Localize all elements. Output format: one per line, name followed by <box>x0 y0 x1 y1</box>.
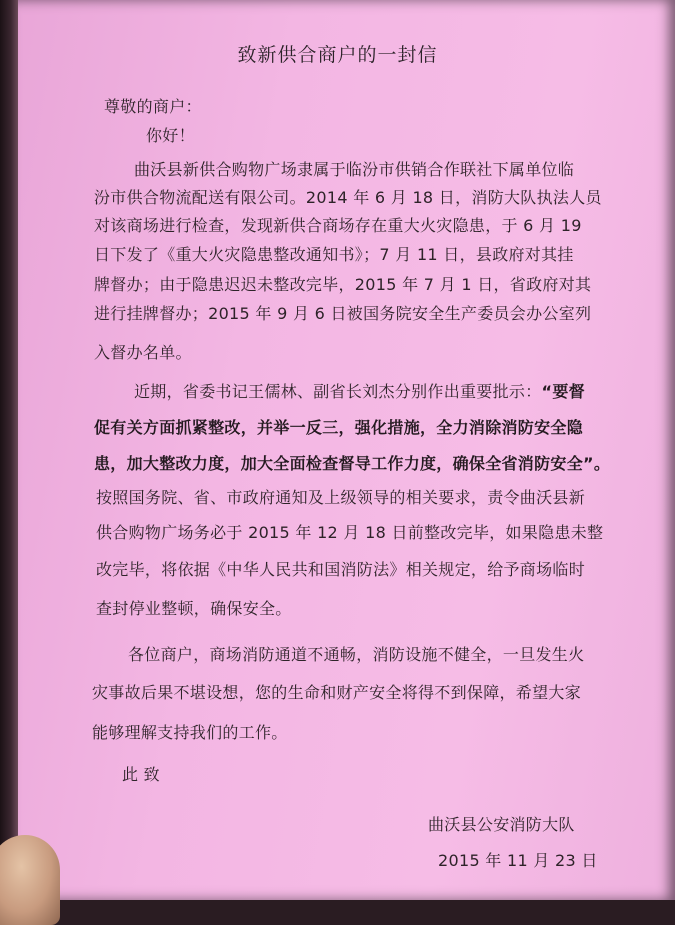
thumb-image <box>0 835 60 925</box>
paragraph1-line: 汾市供合物流配送有限公司。2014 年 6 月 18 日，消防大队执法人员 <box>94 188 602 207</box>
paragraph2-line: 供合购物广场务必于 2015 年 12 月 18 日前整改完毕，如果隐患未整 <box>96 523 604 542</box>
paragraph2-line: 按照国务院、省、市政府通知及上级领导的相关要求，责令曲沃县新 <box>96 488 586 507</box>
paragraph1-line: 曲沃县新供合购物广场隶属于临汾市供销合作联社下属单位临 <box>134 160 575 179</box>
paragraph1-line: 日下发了《重大火灾隐患整改通知书》；7 月 11 日，县政府对其挂 <box>94 245 574 264</box>
salutation: 尊敬的商户： <box>104 97 202 116</box>
table-edge <box>0 0 18 900</box>
paragraph1-line: 入督办名单。 <box>94 343 192 362</box>
paragraph2-line: 查封停业整顿，确保安全。 <box>96 599 292 618</box>
paragraph2-bold-line: 促有关方面抓紧整改，并举一反三，强化措施，全力消除消防安全隐 <box>94 418 584 437</box>
closing: 此 致 <box>122 765 160 784</box>
paragraph1-line: 对该商场进行检查，发现新供合商场存在重大火灾隐患，于 6 月 19 <box>94 216 582 235</box>
signature: 曲沃县公安消防大队 <box>428 815 575 834</box>
paragraph3-line: 各位商户，商场消防通道不通畅，消防设施不健全，一旦发生火 <box>128 645 585 664</box>
paragraph1-line: 牌督办；由于隐患迟迟未整改完毕，2015 年 7 月 1 日，省政府对其 <box>94 275 592 294</box>
letter-title: 致新供合商户的一封信 <box>237 44 438 66</box>
paragraph3-line: 能够理解支持我们的工作。 <box>92 723 288 742</box>
paper-sheet <box>14 0 675 900</box>
paragraph3-line: 灾事故后果不堪设想，您的生命和财产安全将得不到保障，希望大家 <box>92 683 582 702</box>
paragraph1-line: 进行挂牌督办；2015 年 9 月 6 日被国务院安全生产委员会办公室列 <box>94 304 592 323</box>
greeting: 你好！ <box>146 126 195 145</box>
letter-date: 2015 年 11 月 23 日 <box>438 851 598 870</box>
paragraph2-lead <box>134 379 585 402</box>
paragraph2-line: 改完毕，将依据《中华人民共和国消防法》相关规定，给予商场临时 <box>96 560 586 579</box>
paragraph2-quote-start: “要督 <box>541 382 585 401</box>
paragraph2-bold-line: 患，加大整改力度，加大全面检查督导工作力度，确保全省消防安全”。 <box>94 454 611 473</box>
paragraph2-lead-text: 近期，省委书记王儒林、副省长刘杰分别作出重要批示： <box>134 382 542 401</box>
